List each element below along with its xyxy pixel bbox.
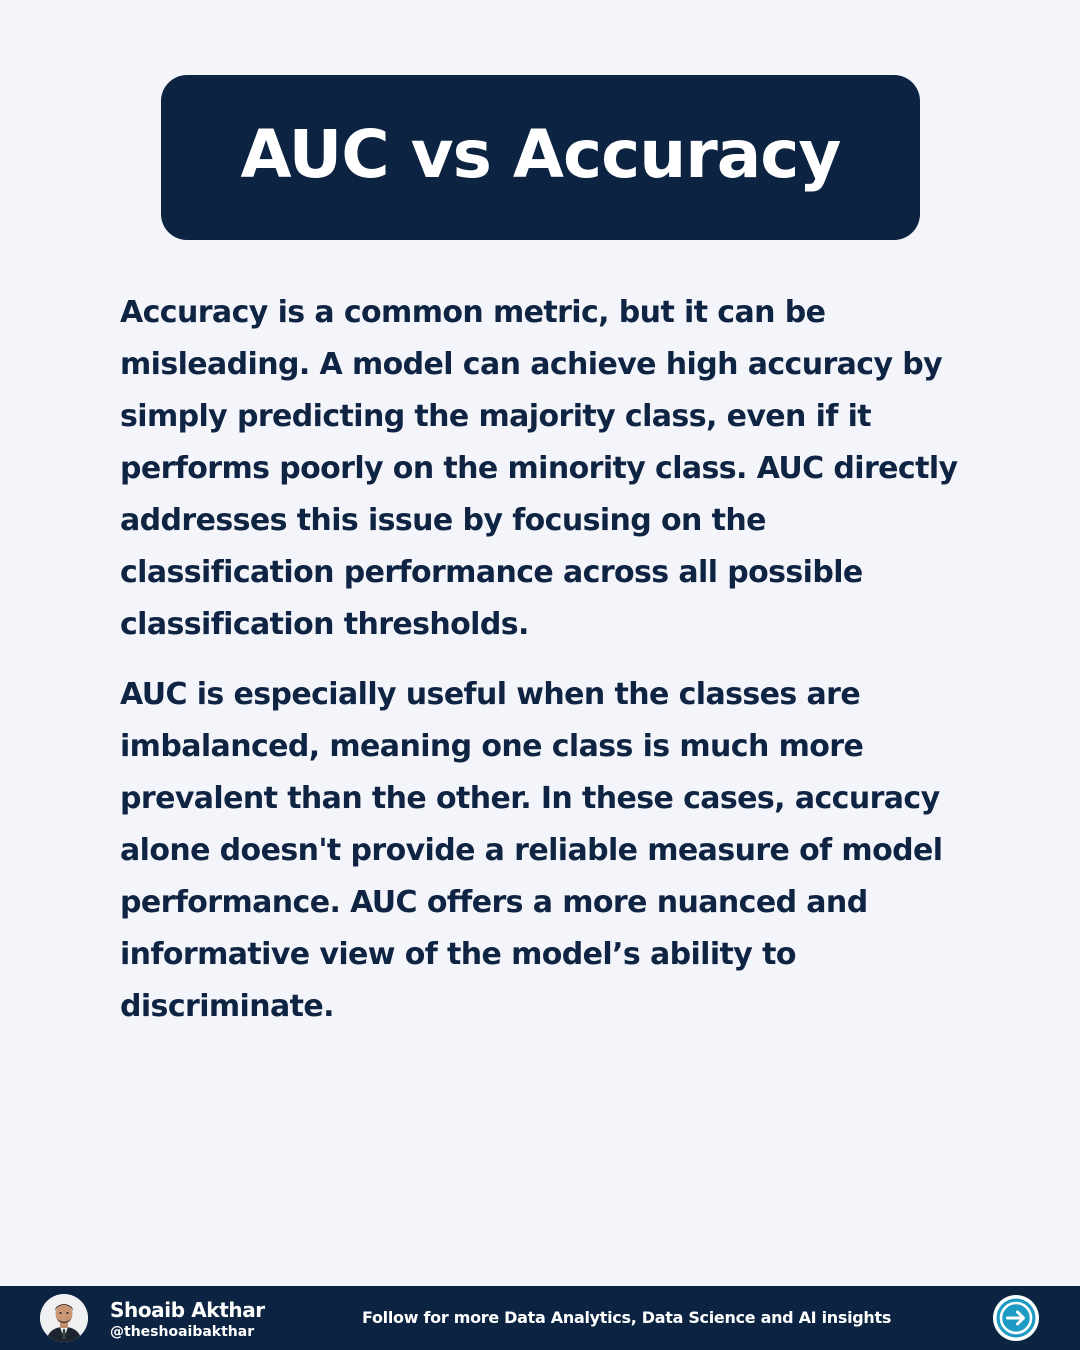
follow-cta-text: Follow for more Data Analytics, Data Science and AI insights: [362, 1308, 892, 1327]
page-title: AUC vs Accuracy: [240, 115, 841, 193]
next-button[interactable]: [992, 1294, 1040, 1342]
paragraph-auc-imbalanced: AUC is especially useful when the classes are imbalanced, meaning one class is much more prevalent than the other. In these cases, accuracy alone doesn't provide a reliable measure of model performance. AUC offers a more nuanced and informative view of the model’s ability to discriminate.: [120, 677, 943, 1024]
footer-bar: [0, 1286, 1080, 1350]
body-content: [120, 287, 970, 1051]
author-handle[interactable]: @theshoaibakthar: [110, 1324, 255, 1340]
author-name: Shoaib Akthar: [110, 1298, 265, 1322]
profile-photo-icon: [40, 1294, 88, 1342]
avatar[interactable]: [40, 1294, 88, 1342]
arrow-right-circle-icon: [992, 1294, 1040, 1342]
title-banner: [161, 75, 920, 240]
paragraph-accuracy-misleading: Accuracy is a common metric, but it can be misleading. A model can achieve high accuracy by simply predicting the majority class, even if it performs poorly on the minority class. AUC directly addresses this issue by focusing on the classification performance across all possible classification thresholds.: [120, 295, 958, 642]
